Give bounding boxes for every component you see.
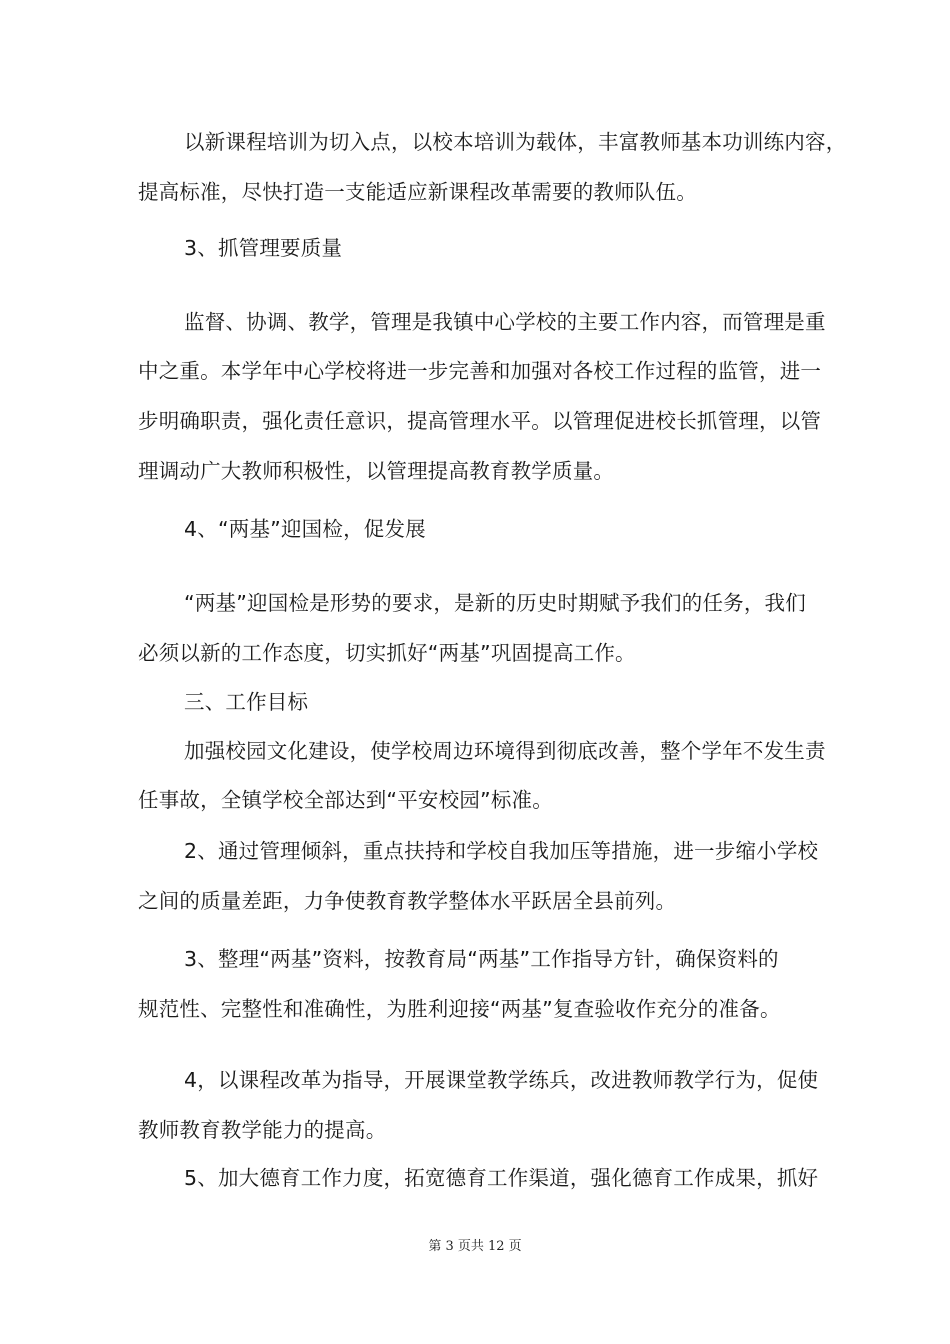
text-line: 3、整理“两基”资料，按教育局“两基”工作指导方针，确保资料的	[184, 947, 779, 971]
text-line: 中之重。本学年中心学校将进一步完善和加强对各校工作过程的监管，进一	[138, 359, 822, 383]
text-line: “两基”迎国检是形势的要求，是新的历史时期赋予我们的任务，我们	[184, 591, 806, 615]
text-line: 监督、协调、教学，管理是我镇中心学校的主要工作内容，而管理是重	[184, 310, 826, 334]
page-number-footer: 第 3 页共 12 页	[428, 1239, 522, 1254]
text-line: 理调动广大教师积极性，以管理提高教育教学质量。	[138, 459, 615, 483]
text-line: 5、加大德育工作力度，拓宽德育工作渠道，强化德育工作成果，抓好	[184, 1166, 819, 1190]
section-heading: 4、“两基”迎国检，促发展	[184, 517, 426, 541]
section-heading: 3、抓管理要质量	[184, 236, 343, 260]
text-line: 之间的质量差距，力争使教育教学整体水平跃居全县前列。	[138, 889, 677, 913]
text-line: 加强校园文化建设，使学校周边环境得到彻底改善，整个学年不发生责	[184, 739, 826, 763]
text-line: 步明确职责，强化责任意识，提高管理水平。以管理促进校长抓管理，以管	[138, 409, 822, 433]
text-line: 2、通过管理倾斜，重点扶持和学校自我加压等措施，进一步缩小学校	[184, 839, 819, 863]
text-line: 提高标准，尽快打造一支能适应新课程改革需要的教师队伍。	[138, 180, 697, 204]
text-line: 教师教育教学能力的提高。	[138, 1118, 387, 1142]
text-line: 4，以课程改革为指导，开展课堂教学练兵，改进教师教学行为，促使	[184, 1068, 819, 1092]
text-line: 任事故，全镇学校全部达到“平安校园”标准。	[138, 788, 553, 812]
section-heading: 三、工作目标	[184, 690, 309, 714]
text-line: 规范性、完整性和准确性，为胜利迎接“两基”复查验收作充分的准备。	[138, 997, 781, 1021]
text-line: 以新课程培训为切入点，以校本培训为载体，丰富教师基本功训练内容，	[184, 130, 847, 154]
text-line: 必须以新的工作态度，切实抓好“两基”巩固提高工作。	[138, 641, 636, 665]
